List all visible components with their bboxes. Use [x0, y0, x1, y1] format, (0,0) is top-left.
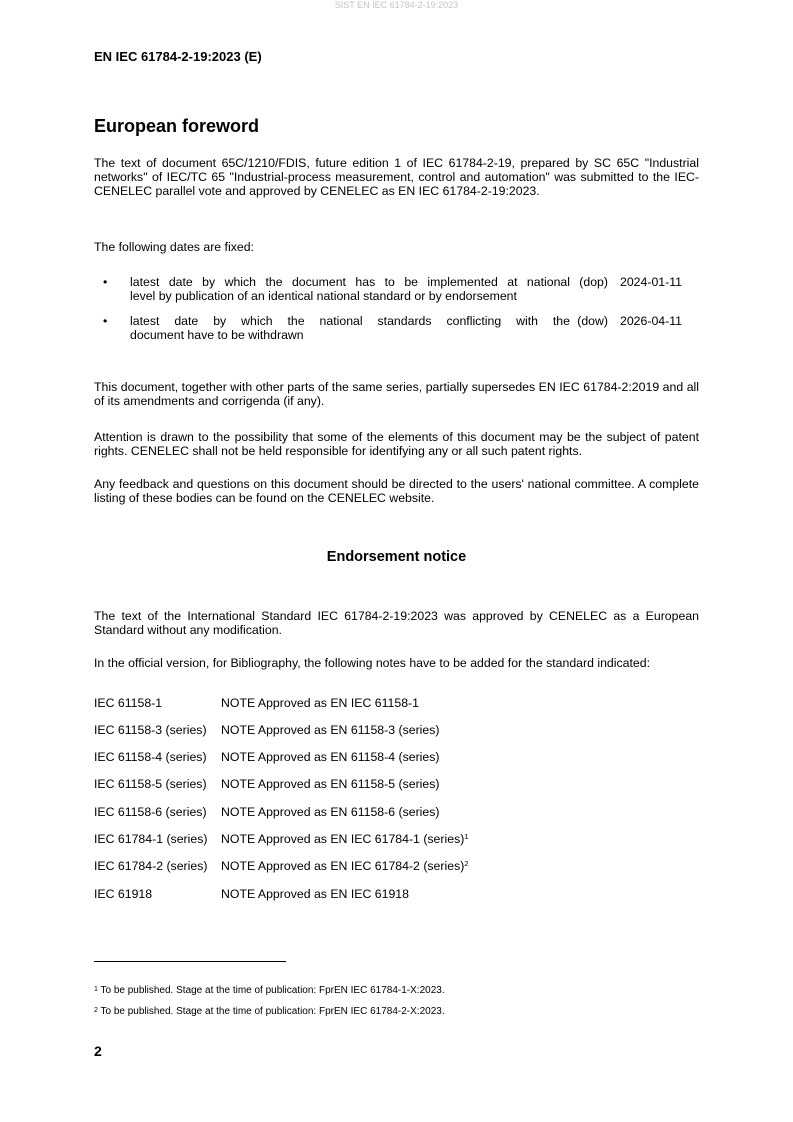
- standard-reference: IEC 61158-6 (series): [94, 805, 207, 819]
- standard-reference: IEC 61784-1 (series): [94, 832, 208, 846]
- endorsement-note: [221, 887, 409, 901]
- endorsement-note-text: NOTE Approved as EN IEC 61784-2 (series): [221, 859, 465, 873]
- foreword-title: European foreword: [94, 116, 260, 136]
- endorsement-note-text: NOTE Approved as EN IEC 61918: [221, 887, 409, 901]
- footnote-separator: [94, 961, 286, 962]
- foreword-paragraph-3: This document, together with other parts of the same series, partially supersedes EN IEC 61784-2:2019 and all of its amendments and corrigenda (if any).: [94, 380, 699, 408]
- date-item-date: 2026-04-11: [620, 314, 682, 328]
- endorsement-note-text: NOTE Approved as EN 61158-6 (series): [221, 805, 440, 819]
- endorsement-note-text: NOTE Approved as EN IEC 61158-1: [221, 696, 419, 710]
- endorsement-paragraph-2: In the official version, for Bibliography, the following notes have to be added for the standard indicated:: [94, 656, 650, 670]
- foreword-paragraph-5: Any feedback and questions on this document should be directed to the users' national committee. A complete listing of these bodies can be found on the CENELEC website.: [94, 477, 699, 505]
- standard-reference: IEC 61158-3 (series): [94, 723, 207, 737]
- standard-reference: IEC 61158-5 (series): [94, 777, 207, 791]
- foreword-paragraph-1: The text of document 65C/1210/FDIS, future edition 1 of IEC 61784-2-19, prepared by SC 65C "Industrial networks" of IEC/TC 65 "Industrial-process measurement, control and automation" was submitted to the IEC-CENELEC parallel vote and approved by CENELEC as EN IEC 61784-2-19:2023.: [94, 156, 699, 198]
- foreword-paragraph-4: Attention is drawn to the possibility that some of the elements of this document may be the subject of patent rights. CENELEC shall not be held responsible for identifying any or all such patent rights.: [94, 430, 699, 458]
- endorsement-note: [221, 696, 419, 710]
- footnote-reference[interactable]: 2: [464, 859, 469, 868]
- endorsement-note-text: NOTE Approved as EN 61158-3 (series): [221, 723, 440, 737]
- date-item-code: (dop): [579, 275, 608, 289]
- endorsement-title: Endorsement notice: [326, 549, 467, 565]
- footnote-reference[interactable]: 1: [464, 832, 469, 841]
- endorsement-paragraph-1: The text of the International Standard IEC 61784-2-19:2023 was approved by CENELEC as a European Standard without any modification.: [94, 609, 699, 637]
- endorsement-note-text: NOTE Approved as EN 61158-4 (series): [221, 750, 440, 764]
- footnote-text: To be published. Stage at the time of publication: FprEN IEC 61784-1-X:2023.: [97, 985, 445, 996]
- bullet-icon: •: [103, 314, 108, 328]
- foreword-paragraph-2: The following dates are fixed:: [94, 240, 254, 254]
- endorsement-note-text: NOTE Approved as EN IEC 61784-1 (series): [221, 832, 465, 846]
- watermark: SIST EN IEC 61784-2-19:2023: [334, 0, 459, 10]
- document-id-header: EN IEC 61784-2-19:2023 (E): [94, 49, 262, 64]
- endorsement-note: [221, 832, 468, 846]
- date-item-date: 2024-01-11: [620, 275, 682, 289]
- endorsement-note: [221, 859, 468, 873]
- date-item-line: latest date by which the document has to be implemented at national: [130, 275, 570, 289]
- endorsement-note: [221, 777, 439, 791]
- footnote: [94, 985, 445, 997]
- endorsement-note-text: NOTE Approved as EN 61158-5 (series): [221, 777, 440, 791]
- date-item-code: (dow): [577, 314, 608, 328]
- bullet-icon: •: [103, 275, 108, 289]
- footnote-text: To be published. Stage at the time of publication: FprEN IEC 61784-2-X:2023.: [97, 1006, 445, 1017]
- standard-reference: IEC 61784-2 (series): [94, 859, 208, 873]
- standard-reference: IEC 61158-4 (series): [94, 750, 207, 764]
- date-item-description: [130, 314, 570, 342]
- standard-reference: IEC 61158-1: [94, 696, 163, 710]
- date-item-line: latest date by which the national standards conflicting with the: [130, 314, 570, 328]
- footnote-number: 1: [94, 986, 98, 993]
- endorsement-note: [221, 805, 439, 819]
- date-item-description: [130, 275, 570, 303]
- standard-reference: IEC 61918: [94, 887, 153, 901]
- endorsement-note: [221, 723, 439, 737]
- date-item-line: level by publication of an identical national standard or by endorsement: [130, 289, 517, 303]
- endorsement-note: [221, 750, 439, 764]
- date-item-line: document have to be withdrawn: [130, 328, 304, 342]
- footnote: [94, 1006, 445, 1018]
- footnote-number: 2: [94, 1007, 98, 1014]
- page-number: 2: [94, 1043, 102, 1059]
